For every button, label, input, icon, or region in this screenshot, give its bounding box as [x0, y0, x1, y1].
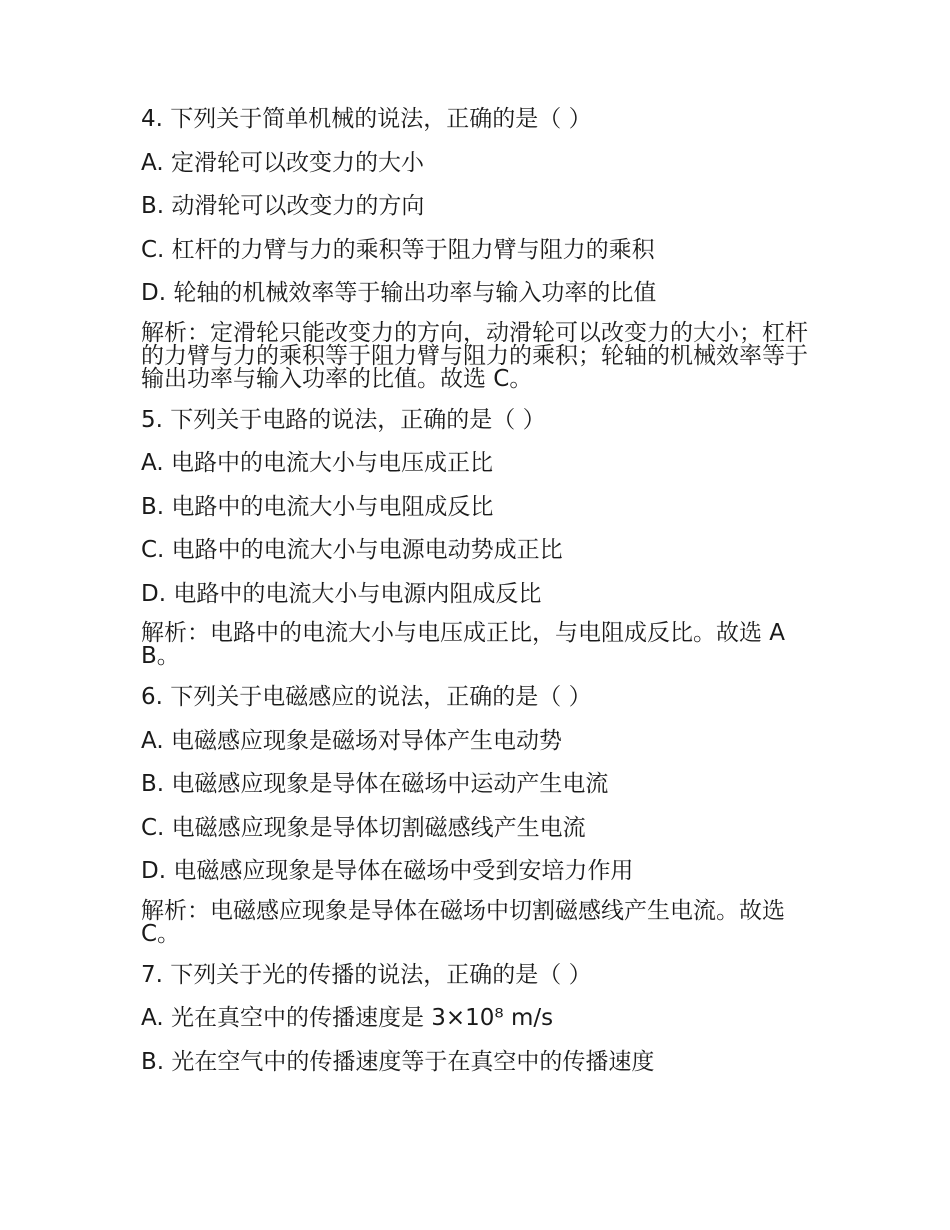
question-4-option-b: B. 动滑轮可以改变力的方向 [141, 193, 425, 219]
question-4-option-a: A. 定滑轮可以改变力的大小 [141, 149, 424, 176]
question-7-option-a: A. 光在真空中的传播速度是 3×10⁸ m/s [141, 1005, 554, 1031]
question-4-option-d: D. 轮轴的机械效率等于输出功率与输入功率的比值 [141, 280, 657, 306]
question-5-stem: 5. 下列关于电路的说法，正确的是（ ） [141, 406, 546, 433]
question-6-option-c: C. 电磁感应现象是导体切割磁感线产生电流 [141, 814, 586, 841]
question-5-option-b: B. 电路中的电流大小与电阻成反比 [141, 493, 494, 520]
question-6-option-b: B. 电磁感应现象是导体在磁场中运动产生电流 [141, 771, 609, 797]
question-4-stem: 4. 下列关于简单机械的说法，正确的是（ ） [141, 106, 592, 132]
question-6-option-d: D. 电磁感应现象是导体在磁场中受到安培力作用 [141, 858, 634, 884]
question-7-option-b: B. 光在空气中的传播速度等于在真空中的传播速度 [141, 1048, 655, 1075]
question-5-option-a: A. 电路中的电流大小与电压成正比 [141, 450, 493, 476]
question-7-stem: 7. 下列关于光的传播的说法，正确的是（ ） [141, 961, 592, 988]
question-6-stem: 6. 下列关于电磁感应的说法，正确的是（ ） [141, 684, 592, 710]
question-6-analysis: 解析：电磁感应现象是导体在磁场中切割磁感线产生电流。故选 C。 [141, 897, 785, 947]
question-6-option-a: A. 电磁感应现象是磁场对导体产生电动势 [141, 727, 562, 754]
question-5-option-c: C. 电路中的电流大小与电源电动势成正比 [141, 537, 563, 563]
question-4-analysis: 解析：定滑轮只能改变力的方向，动滑轮可以改变力的大小；杠杆的力臂与力的乘积等于阻力臂与阻力的乘积；轮轴的机械效率等于输出功率与输入功率的比值。故选 C。 [141, 319, 808, 392]
question-list [141, 104, 821, 1090]
question-5-analysis: 解析：电路中的电流大小与电压成正比，与电阻成反比。故选 AB。 [141, 620, 786, 669]
question-4-option-c: C. 杠杆的力臂与力的乘积等于阻力臂与阻力的乘积 [141, 236, 655, 263]
question-5-option-d: D. 电路中的电流大小与电源内阻成反比 [141, 580, 542, 607]
